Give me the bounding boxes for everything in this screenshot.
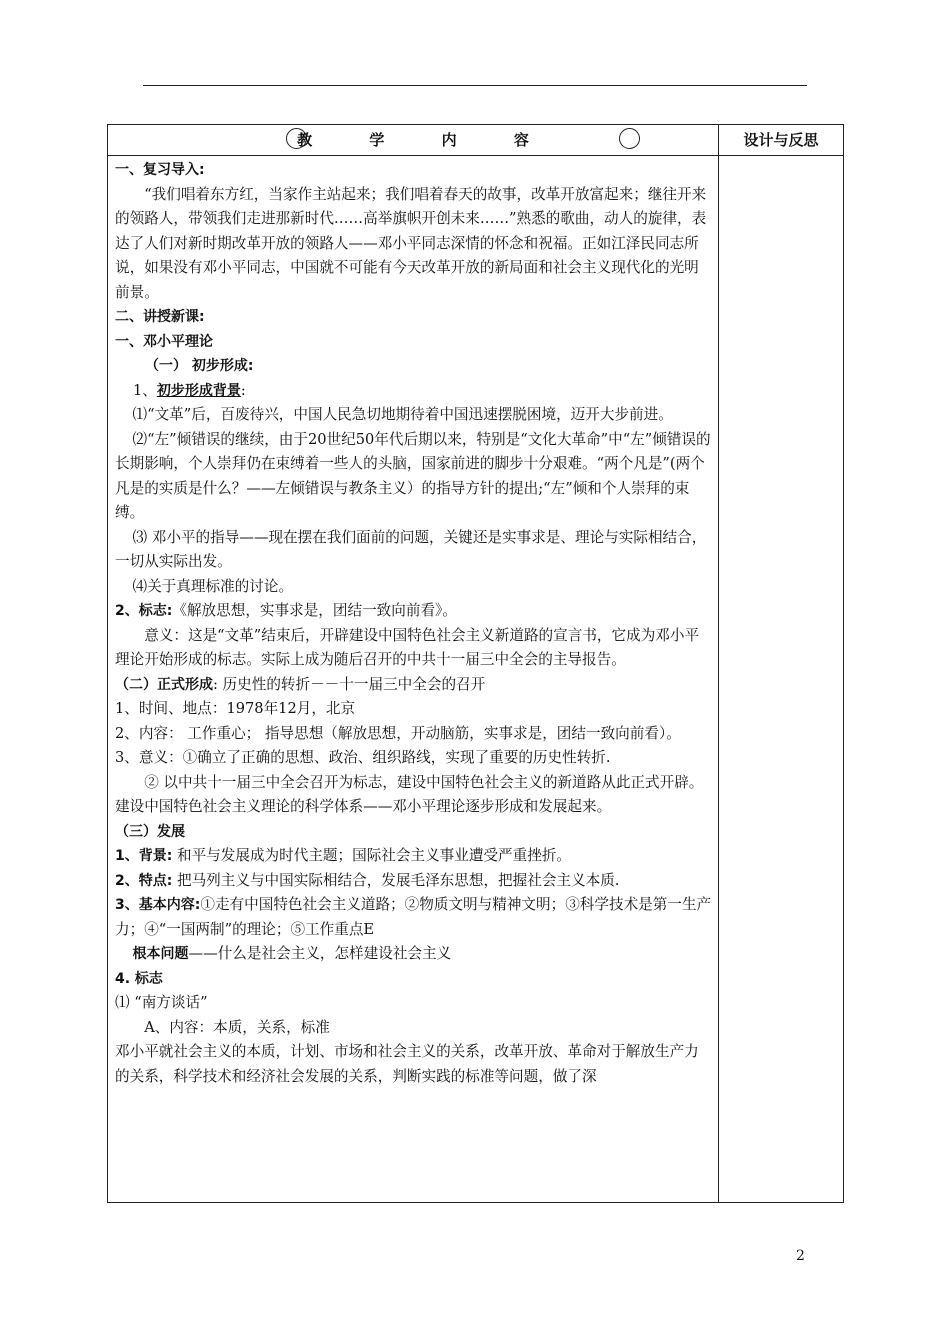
- background-item-4: ⑷关于真理标准的讨论。: [132, 577, 294, 595]
- review-paragraph: “我们唱着东方红，当家作主站起来；我们唱着春天的故事，改革开放富起来；继往开来的领路人，带领我们走进那新时代……高举旗帜开创未来……”熟悉的歌曲，动人的旋律，表达了人们对新时期改革开放的领路人——邓小平同志深情的怀念和祝福。正如江泽民同志所说，如果没有邓小平同志，中国就不可能有今天改革开放的新局面和社会主义现代化的光明前景。: [115, 185, 707, 301]
- meaning-paragraph: 意义：这是“文革”结束后，开辟建设中国特色社会主义新道路的宣言书，它成为邓小平理论开始形成的标志。实际上成为随后召开的中共十一届三中全会的主导报告。: [115, 626, 700, 668]
- development-background-label: 1、背景:: [115, 848, 173, 864]
- design-reflection-cell: [719, 156, 844, 1203]
- mark-line: [115, 599, 712, 624]
- sign-heading: 4. 标志: [115, 970, 163, 987]
- background-number: 1、: [133, 381, 157, 399]
- formal-formation-line: [115, 673, 712, 698]
- plenum-meaning-2: ② 以中共十一届三中全会召开为标志，建设中国特色社会主义的新道路从此正式开辟。建设中国特色社会主义理论的科学体系——邓小平理论逐步形成和发展起来。: [115, 773, 704, 815]
- design-column-title: 设计与反思: [719, 125, 844, 156]
- deng-theory-heading: 一、邓小平理论: [115, 333, 213, 350]
- basic-content-text: ①走有中国特色社会主义道路；②物质文明与精神文明；③科学技术是第一生产力；④“一国两制”的理论；⑤工作重点E: [115, 896, 712, 938]
- section-new-lesson-heading: 二、讲授新课:: [115, 309, 205, 325]
- background-colon: :: [240, 381, 246, 399]
- background-label: 初步形成背景: [156, 382, 241, 399]
- lesson-content: [108, 156, 718, 1089]
- basic-content: [115, 893, 712, 942]
- basic-content-label: 3、基本内容:: [115, 897, 201, 913]
- formal-formation-label: （二）正式形成: [115, 676, 213, 693]
- development-features-text: 把马列主义与中国实际相结合，发展毛泽东思想，把握社会主义本质.: [172, 871, 620, 889]
- fundamental-question: [115, 942, 712, 967]
- development-title: （三）发展: [115, 823, 185, 840]
- section-review-heading: 一、复习导入:: [115, 162, 205, 178]
- plenum-time-place: 1、时间、地点：1978年12月，北京: [115, 700, 356, 717]
- southern-talks-item: ⑴ “南方谈话”: [115, 994, 208, 1011]
- fundamental-question-text: ——什么是社会主义，怎样建设社会主义: [188, 945, 452, 962]
- content-header-cell: [108, 125, 719, 156]
- development-features: [115, 869, 712, 894]
- background-item-3: ⑶ 邓小平的指导——现在摆在我们面前的问题，关键还是实事求是、理论与实际相结合，一切从实际出发。: [115, 528, 707, 570]
- southern-talks-content: A、内容：本质，关系，标准: [144, 1018, 330, 1036]
- page-number: 2: [796, 1248, 805, 1264]
- content-cell: [108, 156, 719, 1203]
- circle-mark-right: [619, 128, 640, 149]
- background-item-2: ⑵“左”倾错误的继续，由于20世纪50年代后期以来，特别是“文化大革命”中“左”倾错误的长期影响，个人崇拜仍在束缚着一些人的头脑，国家前进的脚步十分艰难。“两个凡是”(两个凡是的实质是什么？——左倾错误与教条主义）的指导方针的提出;“左”倾和个人崇拜的束缚。: [115, 430, 711, 521]
- background-heading: [115, 379, 712, 404]
- initial-formation-title: （一） 初步形成:: [145, 358, 254, 374]
- development-background-text: 和平与发展成为时代主题；国际社会主义事业遭受严重挫折。: [172, 847, 572, 864]
- plenum-meaning: 3、意义：①确立了正确的思想、政治、组织路线，实现了重要的历史性转折.: [115, 749, 611, 766]
- southern-talks-paragraph: 邓小平就社会主义的本质，计划、市场和社会主义的关系，改革开放、革命对于解放生产力的关系，科学技术和经济社会发展的关系，判断实践的标准等问题，做了深: [115, 1043, 699, 1085]
- development-features-label: 2、特点:: [115, 872, 173, 889]
- background-item-1: ⑴“文革”后，百废待兴，中国人民急切地期待着中国迅速摆脱困境，迈开大步前进。: [132, 406, 673, 423]
- formal-formation-text: : 历史性的转折－－十一届三中全会的召开: [213, 675, 486, 693]
- table-body-row: [108, 156, 844, 1203]
- development-background: [115, 844, 712, 869]
- plenum-content: 2、内容： 工作重心； 指导思想（解放思想，开动脑筋，实事求是，团结一致向前看）。: [115, 724, 681, 742]
- mark-text: 《解放思想，实事求是，团结一致向前看》。: [172, 602, 457, 619]
- lesson-table: [107, 124, 844, 1203]
- header-rule: [143, 85, 807, 86]
- mark-label: 2、标志:: [115, 603, 173, 619]
- fundamental-question-label: 根本问题: [132, 946, 189, 962]
- table-header-row: [108, 125, 844, 156]
- content-column-title: 教 学 内 容: [297, 131, 555, 149]
